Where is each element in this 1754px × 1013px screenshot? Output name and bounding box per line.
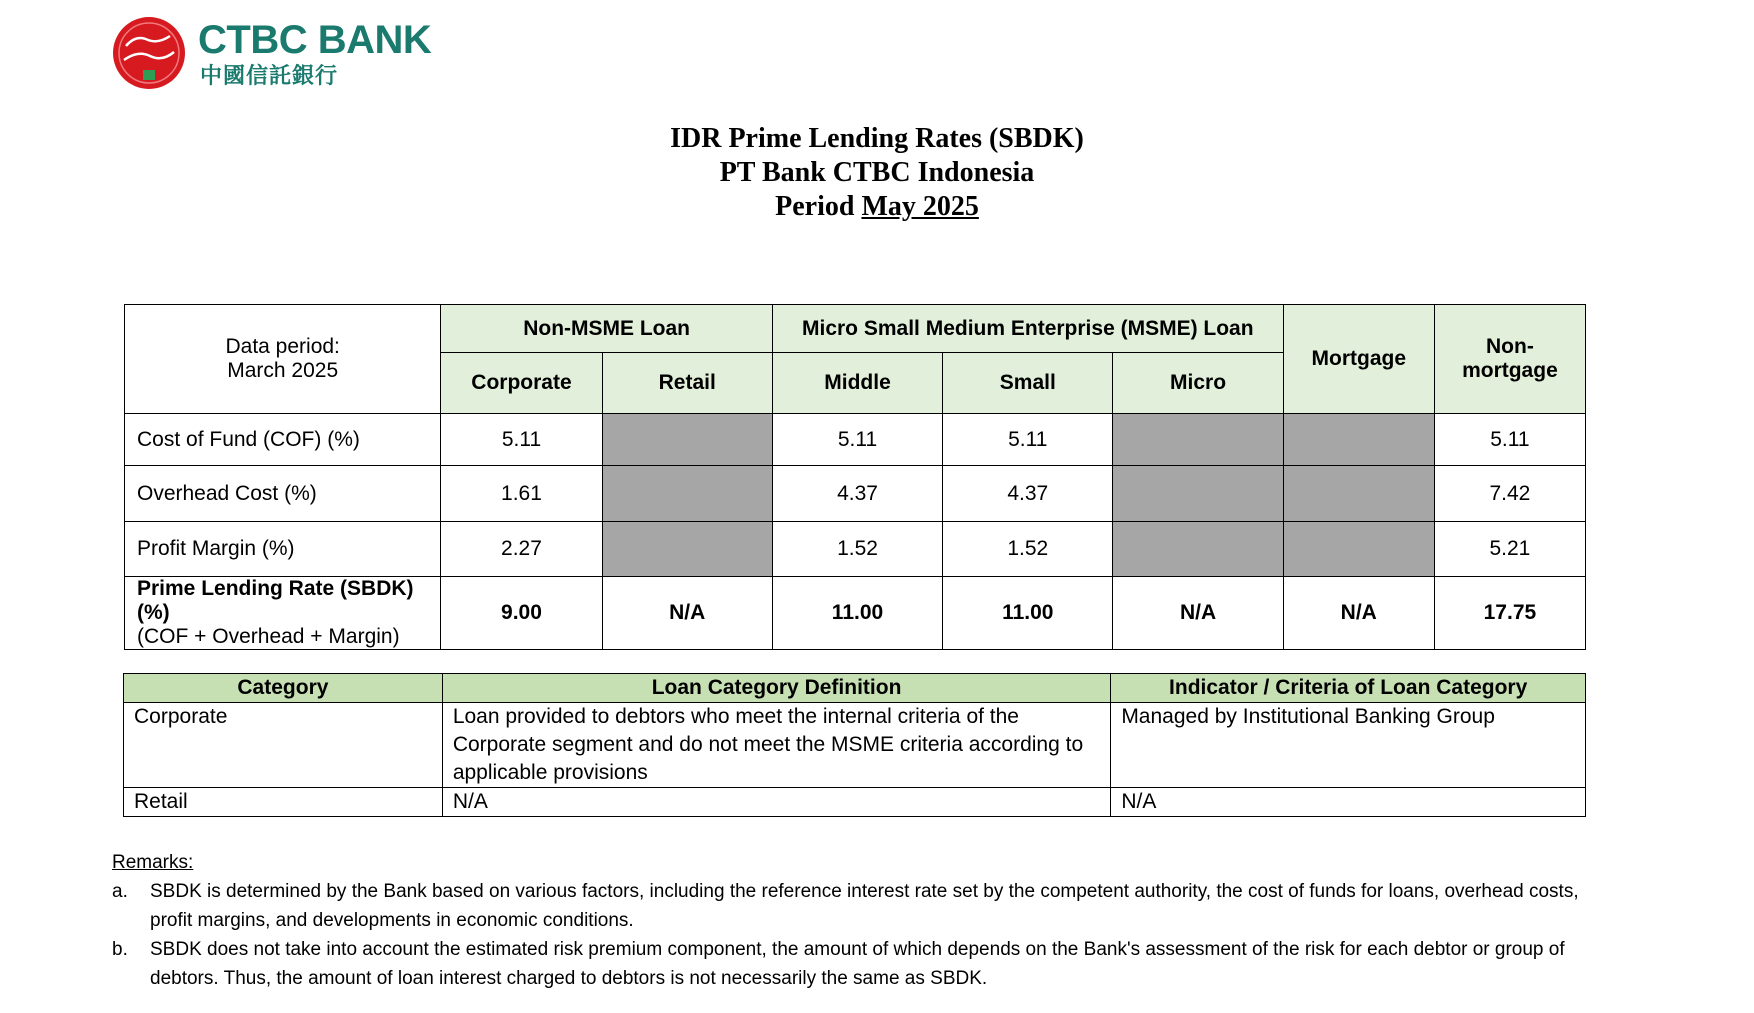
title-period xyxy=(0,190,1754,224)
remarks-title: Remarks: xyxy=(112,852,194,873)
data-period-value: March 2025 xyxy=(227,359,339,382)
title-line-2: PT Bank CTBC Indonesia xyxy=(719,157,1035,188)
remarks-section xyxy=(112,848,1592,993)
header-mortgage: Mortgage xyxy=(1283,305,1434,414)
margin-corporate: 2.27 xyxy=(441,522,602,577)
remark-text: SBDK does not take into account the estimated risk premium component, the amount of which depends on the Bank's assessment of the risk for each debtor or group of debtors. Thus, the amount of loan interest charged to debtors is not necessarily the same as SBDK. xyxy=(150,939,1565,989)
margin-micro-empty xyxy=(1113,522,1283,577)
title-period-value: May 2025 xyxy=(861,191,979,222)
table-row xyxy=(124,788,1586,817)
row-label-margin: Profit Margin (%) xyxy=(125,522,441,577)
margin-small: 1.52 xyxy=(943,522,1113,577)
margin-retail-empty xyxy=(602,522,772,577)
header-indicator-criteria: Indicator / Criteria of Loan Category xyxy=(1111,674,1586,703)
category-header-row xyxy=(124,674,1586,703)
prime-lending-rates-table xyxy=(124,304,1586,650)
title-line-1: IDR Prime Lending Rates (SBDK) xyxy=(670,123,1084,154)
sbdk-small: 11.00 xyxy=(943,577,1113,650)
overhead-corporate: 1.61 xyxy=(441,466,602,522)
header-loan-category-definition: Loan Category Definition xyxy=(442,674,1111,703)
sbdk-sublabel: (COF + Overhead + Margin) xyxy=(137,625,400,648)
definition-retail: N/A xyxy=(442,788,1111,817)
table-row-overhead xyxy=(125,466,1586,522)
remark-marker: b. xyxy=(112,939,128,960)
data-period-cell xyxy=(125,305,441,414)
overhead-micro-empty xyxy=(1113,466,1283,522)
criteria-retail: N/A xyxy=(1111,788,1586,817)
remark-item-a xyxy=(112,877,1592,935)
sbdk-middle: 11.00 xyxy=(772,577,942,650)
remark-marker: a. xyxy=(112,881,128,902)
row-label-overhead: Overhead Cost (%) xyxy=(125,466,441,522)
sbdk-corporate: 9.00 xyxy=(441,577,602,650)
row-label-cof: Cost of Fund (COF) (%) xyxy=(125,414,441,466)
cof-corporate: 5.11 xyxy=(441,414,602,466)
sbdk-micro: N/A xyxy=(1113,577,1283,650)
title-period-prefix: Period xyxy=(775,191,855,222)
cof-retail-empty xyxy=(602,414,772,466)
overhead-retail-empty xyxy=(602,466,772,522)
overhead-non-mortgage: 7.42 xyxy=(1434,466,1585,522)
cof-non-mortgage: 5.11 xyxy=(1434,414,1585,466)
sbdk-mortgage: N/A xyxy=(1283,577,1434,650)
header-middle: Middle xyxy=(772,353,942,414)
header-category: Category xyxy=(124,674,443,703)
data-period-label: Data period: xyxy=(225,335,340,358)
page-title xyxy=(0,122,1754,224)
header-msme-loan: Micro Small Medium Enterprise (MSME) Loan xyxy=(772,305,1283,353)
header-non-mortgage: Non-mortgage xyxy=(1434,305,1585,414)
header-non-msme-loan: Non-MSME Loan xyxy=(441,305,772,353)
category-retail: Retail xyxy=(124,788,443,817)
header-small: Small xyxy=(943,353,1113,414)
logo-brand-text: CTBC BANK xyxy=(198,18,432,62)
header-corporate: Corporate xyxy=(441,353,602,414)
sbdk-retail: N/A xyxy=(602,577,772,650)
cof-micro-empty xyxy=(1113,414,1283,466)
table-row-sbdk xyxy=(125,577,1586,650)
overhead-small: 4.37 xyxy=(943,466,1113,522)
header-micro: Micro xyxy=(1113,353,1283,414)
overhead-mortgage-empty xyxy=(1283,466,1434,522)
loan-category-table xyxy=(123,673,1586,817)
table-row xyxy=(124,703,1586,788)
cof-small: 5.11 xyxy=(943,414,1113,466)
sbdk-label: Prime Lending Rate (SBDK) (%) xyxy=(137,577,414,624)
definition-corporate: Loan provided to debtors who meet the internal criteria of the Corporate segment and do not meet the MSME criteria according to applicable provisions xyxy=(442,703,1111,788)
ctbc-emblem-icon xyxy=(112,16,186,90)
header-retail: Retail xyxy=(602,353,772,414)
table-row-cof xyxy=(125,414,1586,466)
ctbc-bank-logo xyxy=(112,14,432,90)
row-label-sbdk xyxy=(125,577,441,650)
margin-mortgage-empty xyxy=(1283,522,1434,577)
logo-chinese-text: 中國信託銀行 xyxy=(200,63,339,88)
cof-middle: 5.11 xyxy=(772,414,942,466)
remark-item-b xyxy=(112,935,1592,993)
cof-mortgage-empty xyxy=(1283,414,1434,466)
remark-text: SBDK is determined by the Bank based on various factors, including the reference interest rate set by the competent authority, the cost of funds for loans, overhead costs, profit margins, and developments in economic conditions. xyxy=(150,881,1579,931)
overhead-middle: 4.37 xyxy=(772,466,942,522)
margin-middle: 1.52 xyxy=(772,522,942,577)
criteria-corporate: Managed by Institutional Banking Group xyxy=(1111,703,1586,788)
margin-non-mortgage: 5.21 xyxy=(1434,522,1585,577)
table-row-margin xyxy=(125,522,1586,577)
category-corporate: Corporate xyxy=(124,703,443,788)
sbdk-non-mortgage: 17.75 xyxy=(1434,577,1585,650)
